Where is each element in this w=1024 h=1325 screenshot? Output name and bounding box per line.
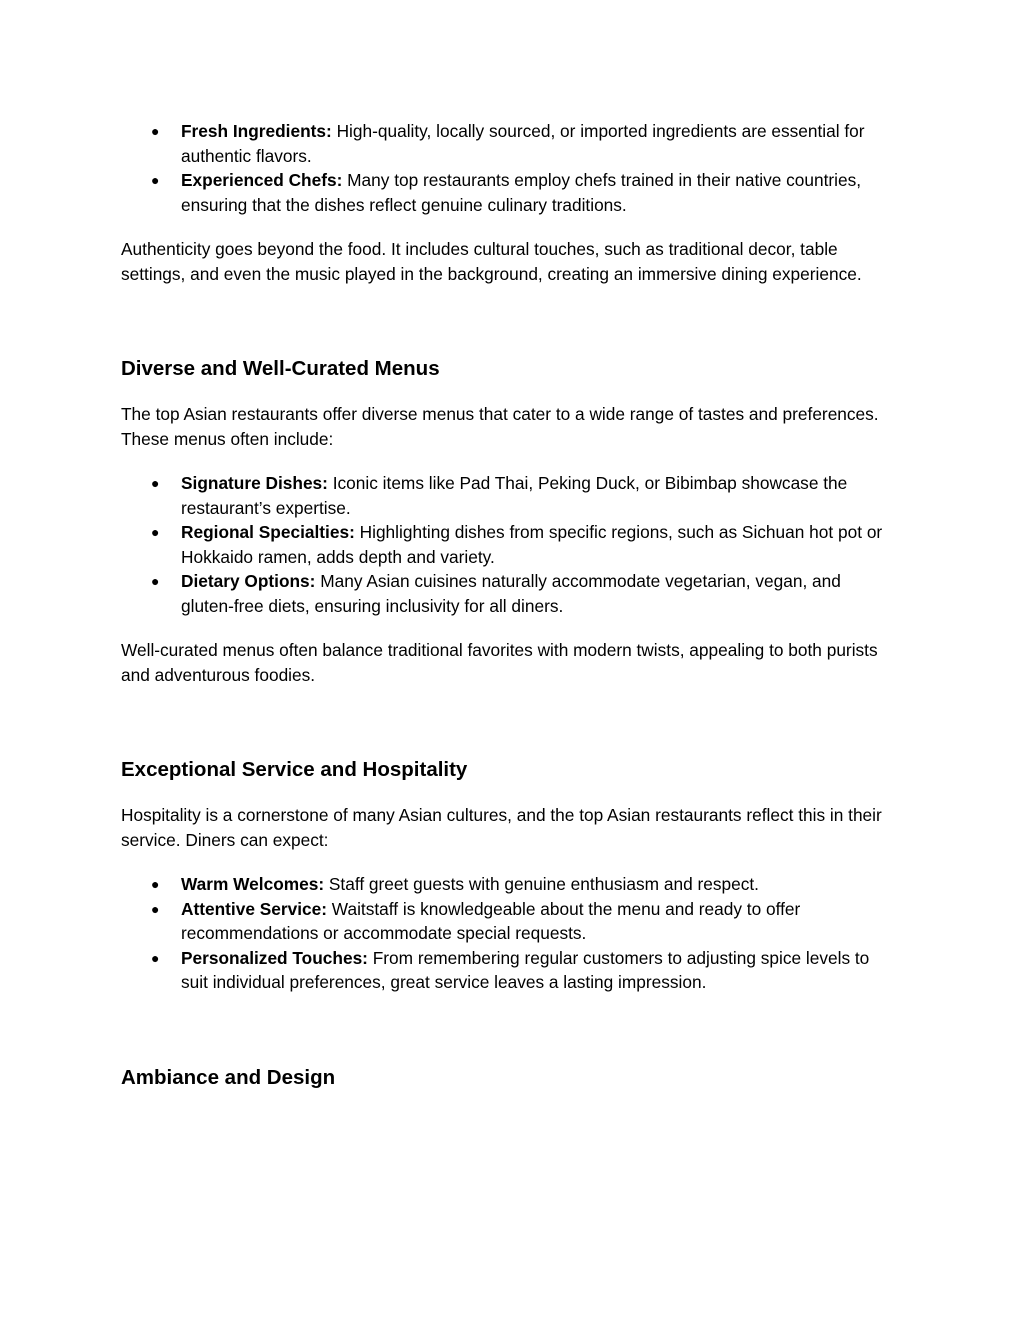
bullet-icon: ● — [151, 900, 160, 917]
list-item — [121, 119, 897, 168]
service-list — [121, 872, 897, 995]
list-item-text: High-quality, locally sourced, or imported ingredients are essential for authentic flavors. — [181, 121, 865, 166]
document-page — [121, 119, 897, 1091]
list-item-text: Iconic items like Pad Thai, Peking Duck, or Bibimbap showcase the restaurant’s expertise. — [181, 473, 848, 518]
bullet-icon: ● — [151, 573, 160, 589]
list-item-term: Personalized Touches: — [181, 947, 368, 968]
bullet-icon: ● — [151, 123, 160, 139]
list-item-term: Attentive Service: — [181, 898, 327, 919]
list-item — [121, 897, 897, 946]
list-item — [121, 946, 897, 995]
section-heading-service: Exceptional Service and Hospitality — [121, 758, 468, 781]
list-item-text: Many Asian cuisines naturally accommodate vegetarian, vegan, and gluten-free diets, ensuring inclusivity for all diners. — [181, 571, 841, 616]
intro-paragraph: Authenticity goes beyond the food. It includes cultural touches, such as traditional decor, table settings, and even the music played in the background, creating an immersive dining experience. — [121, 239, 862, 284]
list-item-text: Highlighting dishes from specific regions, such as Sichuan hot pot or Hokkaido ramen, adds depth and variety. — [181, 522, 883, 567]
bullet-icon: ● — [151, 524, 160, 540]
bullet-icon: ● — [151, 949, 160, 966]
list-item-term: Fresh Ingredients: — [181, 121, 332, 141]
menus-list — [121, 471, 897, 618]
list-item-term: Signature Dishes: — [181, 473, 328, 493]
list-item-text: From remembering regular customers to adjusting spice levels to suit individual preferences, great service leaves a lasting impression. — [181, 947, 870, 992]
list-item-term: Experienced Chefs: — [181, 170, 343, 190]
list-item-text: Staff greet guests with genuine enthusiasm and respect. — [324, 874, 759, 894]
list-item-text: Waitstaff is knowledgeable about the menu and ready to offer recommendations or accommodate special requests. — [181, 898, 801, 943]
list-item-term: Regional Specialties: — [181, 522, 355, 542]
list-item — [121, 872, 897, 897]
service-paragraph: Hospitality is a cornerstone of many Asian cultures, and the top Asian restaurants reflect this in their service. Diners can expect: — [121, 805, 882, 850]
list-item-text: Many top restaurants employ chefs trained in their native countries, ensuring that the dishes reflect genuine culinary traditions. — [181, 170, 862, 215]
intro-list — [121, 119, 897, 217]
section-heading-ambiance: Ambiance and Design — [121, 1065, 336, 1089]
menus-paragraph: The top Asian restaurants offer diverse menus that cater to a wide range of tastes and preferences. These menus often include: — [121, 404, 879, 449]
list-item-term: Dietary Options: — [181, 571, 316, 591]
list-item — [121, 520, 897, 569]
bullet-icon: ● — [151, 475, 160, 491]
bullet-icon: ● — [151, 172, 160, 188]
bullet-icon: ● — [151, 876, 160, 892]
section-heading-menus: Diverse and Well-Curated Menus — [121, 357, 440, 380]
list-item-term: Warm Welcomes: — [181, 874, 325, 894]
list-item — [121, 471, 897, 520]
menus-closing-paragraph: Well-curated menus often balance traditional favorites with modern twists, appealing to both purists and adventurous foodies. — [121, 640, 878, 685]
list-item — [121, 168, 897, 217]
list-item — [121, 569, 897, 618]
